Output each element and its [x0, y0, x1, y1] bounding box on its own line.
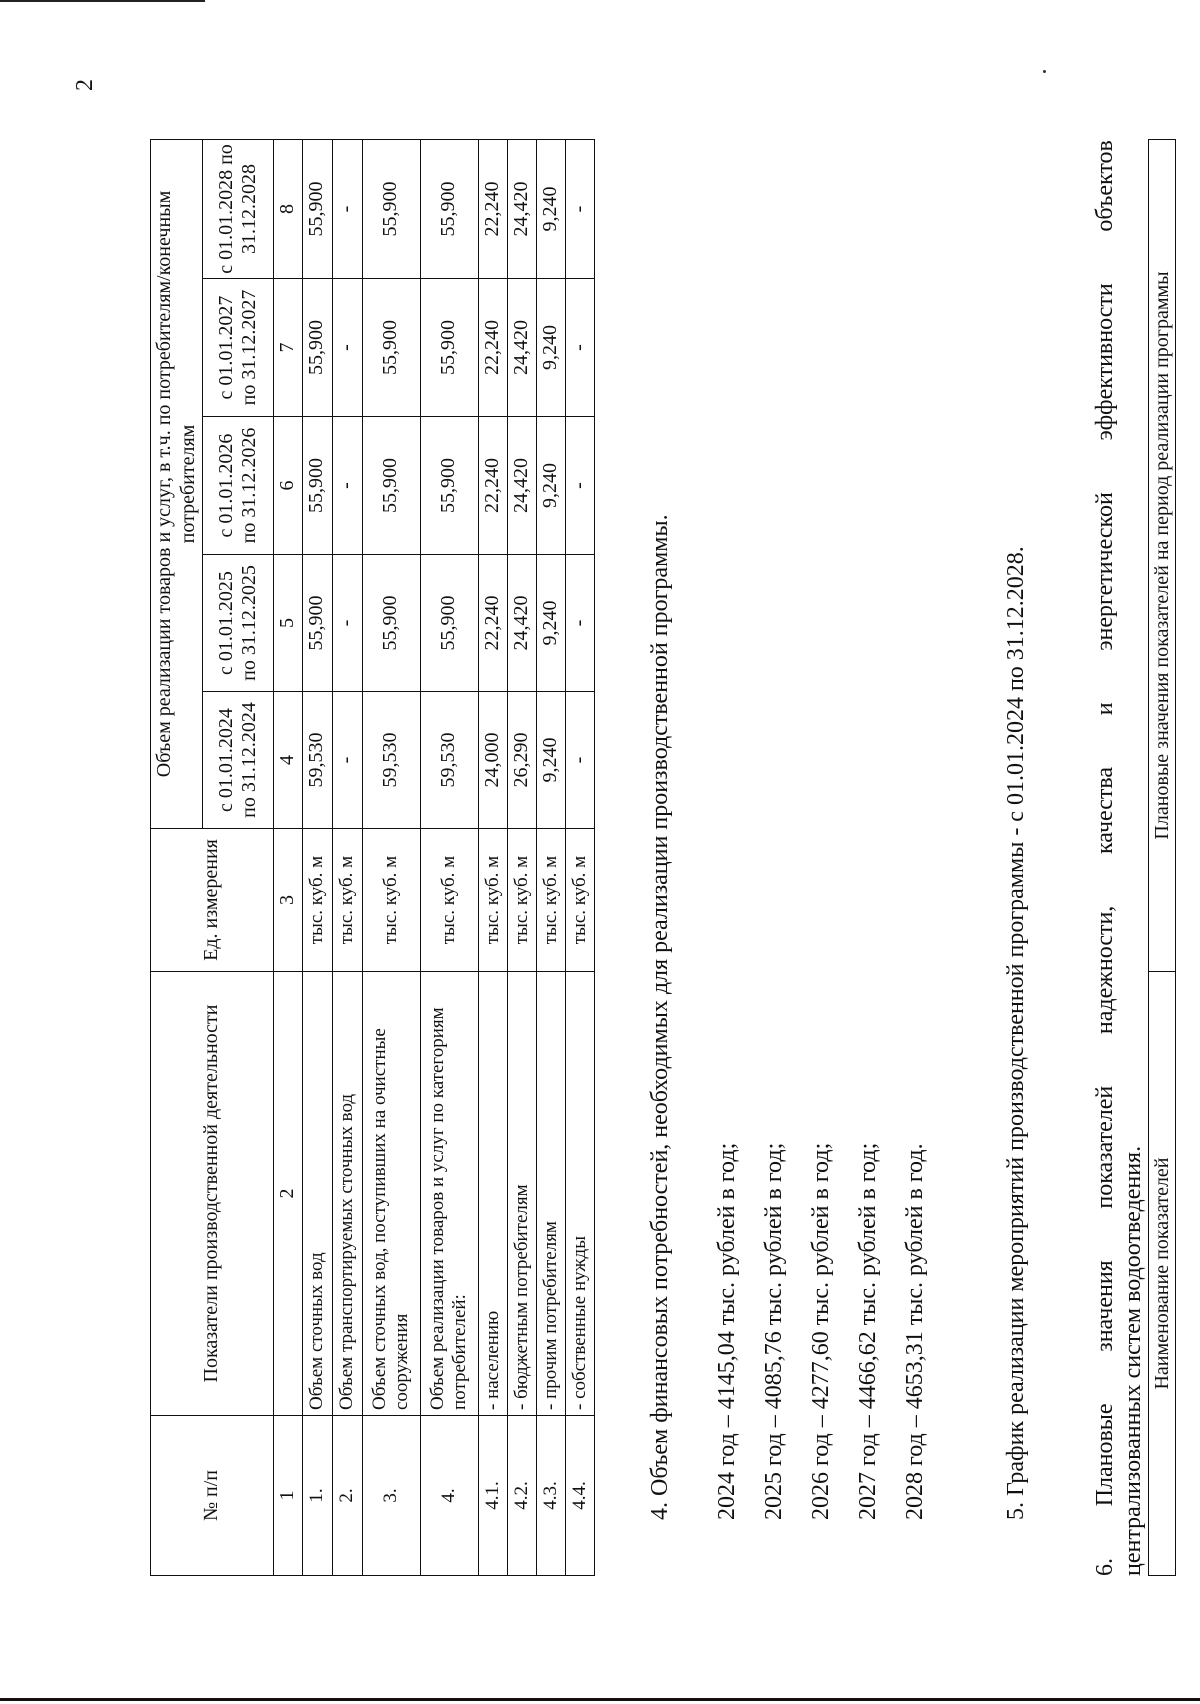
row-number: 2.: [332, 1416, 362, 1576]
row-value: 9,240: [536, 417, 565, 555]
row-value: 55,900: [420, 279, 478, 417]
row-value: 59,530: [302, 692, 332, 829]
row-number: 4.1.: [478, 1416, 507, 1576]
section-4-heading: 4. Объем финансовых потребностей, необходимых для реализации производственной программы.: [647, 514, 673, 1520]
row-value: -: [565, 692, 594, 829]
section-6-heading-line2: централизованных систем водоотведения.: [1120, 1145, 1146, 1576]
row-value: 55,900: [362, 417, 420, 555]
row-indicator-name: - прочим потребителям: [536, 972, 565, 1416]
header-unit: Ед. измерения: [151, 829, 274, 972]
row-number: 4.: [420, 1416, 478, 1576]
section-6-word: объектов: [1092, 140, 1118, 232]
row-value: 9,240: [536, 692, 565, 829]
row-number: 1.: [302, 1416, 332, 1576]
row-value: 55,900: [420, 417, 478, 555]
column-number: 2: [274, 972, 303, 1416]
row-value: 24,420: [507, 555, 536, 692]
row-unit: тыс. куб. м: [302, 829, 332, 972]
section-6-heading-line1: [1092, 140, 1119, 1576]
row-value: 55,900: [302, 279, 332, 417]
row-number: 3.: [362, 1416, 420, 1576]
section-6-word: Плановые: [1092, 1403, 1118, 1507]
row-value: 24,420: [507, 279, 536, 417]
financial-line-2026: 2026 год – 4277,60 тыс. рублей в год;: [808, 1142, 834, 1520]
production-indicators-table: [150, 139, 595, 1576]
section-6-word: надежности,: [1092, 905, 1118, 1035]
row-value: 55,900: [420, 555, 478, 692]
row-value: -: [332, 692, 362, 829]
row-indicator-name: Объем сточных вод, поступивших на очистные сооружения: [362, 972, 420, 1416]
header-period-2027: с 01.01.2027 по 31.12.2027: [203, 279, 274, 417]
column-number: 8: [274, 140, 303, 279]
financial-line-2024: 2024 год – 4145,04 тыс. рублей в год;: [714, 1142, 740, 1520]
table-row: [478, 140, 507, 1576]
header-period-2024: с 01.01.2024 по 31.12.2024: [203, 692, 274, 829]
column-number-row: [274, 140, 303, 1576]
row-value: 55,900: [362, 279, 420, 417]
financial-line-2025: 2025 год – 4085,76 тыс. рублей в год;: [761, 1142, 787, 1520]
row-value: 55,900: [302, 140, 332, 279]
table-row: [507, 140, 536, 1576]
column-number: 1: [274, 1416, 303, 1576]
section-6-word: и: [1092, 702, 1118, 716]
table-row: [302, 140, 332, 1576]
row-value: -: [332, 140, 362, 279]
row-indicator-name: - собственные нужды: [565, 972, 594, 1416]
row-value: 22,240: [478, 417, 507, 555]
page-number: 2: [72, 79, 98, 91]
section-6-word: эффективности: [1092, 283, 1118, 441]
row-indicator-name: - населению: [478, 972, 507, 1416]
table-row: [362, 140, 420, 1576]
table-row: [420, 140, 478, 1576]
row-value: 55,900: [302, 417, 332, 555]
row-value: 9,240: [536, 140, 565, 279]
column-number: 3: [274, 829, 303, 972]
column-number: 6: [274, 417, 303, 555]
scan-edge-line: [0, 1698, 1200, 1701]
row-unit: тыс. куб. м: [536, 829, 565, 972]
row-value: 24,420: [507, 140, 536, 279]
row-value: 22,240: [478, 279, 507, 417]
header-volume-group: Объем реализации товаров и услуг, в т.ч. по потребителям/конечным потребителям: [151, 140, 203, 829]
header-period-2026: с 01.01.2026 по 31.12.2026: [203, 417, 274, 555]
row-value: 55,900: [362, 555, 420, 692]
section-6-word: энергетической: [1092, 492, 1118, 651]
row-number: 4.2.: [507, 1416, 536, 1576]
row-value: 59,530: [420, 692, 478, 829]
section-6-word: качества: [1092, 766, 1118, 855]
header-period-2028: с 01.01.2028 по 31.12.2028: [203, 140, 274, 279]
section-6-word: показателей: [1092, 1085, 1118, 1209]
row-value: 55,900: [420, 140, 478, 279]
section-6-word: значения: [1092, 1260, 1118, 1352]
section-6-word: 6.: [1092, 1558, 1118, 1576]
section-5-heading: 5. График реализации мероприятий производственной программы - с 01.01.2024 по 31.12.2028.: [1003, 546, 1029, 1520]
row-value: 24,420: [507, 417, 536, 555]
header-planned-values: Плановые значения показателей на период реализации программы: [1149, 140, 1176, 972]
row-value: 59,530: [362, 692, 420, 829]
reliability-indicators-table: [1148, 139, 1176, 1576]
row-number: 4.3.: [536, 1416, 565, 1576]
row-value: 24,000: [478, 692, 507, 829]
header-indicator: Показатели производственной деятельности: [151, 972, 274, 1416]
row-value: -: [565, 140, 594, 279]
row-unit: тыс. куб. м: [362, 829, 420, 972]
table-row: [332, 140, 362, 1576]
row-value: 55,900: [362, 140, 420, 279]
row-value: 9,240: [536, 555, 565, 692]
row-value: -: [332, 279, 362, 417]
row-indicator-name: - бюджетным потребителям: [507, 972, 536, 1416]
row-unit: тыс. куб. м: [332, 829, 362, 972]
row-unit: тыс. куб. м: [420, 829, 478, 972]
table-row: [536, 140, 565, 1576]
row-value: 22,240: [478, 140, 507, 279]
row-unit: тыс. куб. м: [565, 829, 594, 972]
row-indicator-name: Объем транспортируемых сточных вод: [332, 972, 362, 1416]
financial-line-2028: 2028 год – 4653,31 тыс. рублей в год.: [902, 1143, 928, 1520]
row-value: 22,240: [478, 555, 507, 692]
row-value: 26,290: [507, 692, 536, 829]
row-number: 4.4.: [565, 1416, 594, 1576]
row-value: -: [332, 555, 362, 692]
column-number: 4: [274, 692, 303, 829]
column-number: 5: [274, 555, 303, 692]
row-value: 9,240: [536, 279, 565, 417]
table-row: [565, 140, 594, 1576]
row-unit: тыс. куб. м: [478, 829, 507, 972]
header-period-2025: с 01.01.2025 по 31.12.2025: [203, 555, 274, 692]
row-indicator-name: Объем сточных вод: [302, 972, 332, 1416]
row-value: -: [565, 555, 594, 692]
column-number: 7: [274, 279, 303, 417]
row-value: -: [565, 279, 594, 417]
row-value: -: [332, 417, 362, 555]
header-indicator-name: Наименование показателей: [1149, 972, 1176, 1576]
row-unit: тыс. куб. м: [507, 829, 536, 972]
row-value: 55,900: [302, 555, 332, 692]
row-value: -: [565, 417, 594, 555]
header-no: № п/п: [151, 1416, 274, 1576]
financial-line-2027: 2027 год – 4466,62 тыс. рублей в год;: [855, 1142, 881, 1520]
row-indicator-name: Объем реализации товаров и услуг по категориям потребителей:: [420, 972, 478, 1416]
